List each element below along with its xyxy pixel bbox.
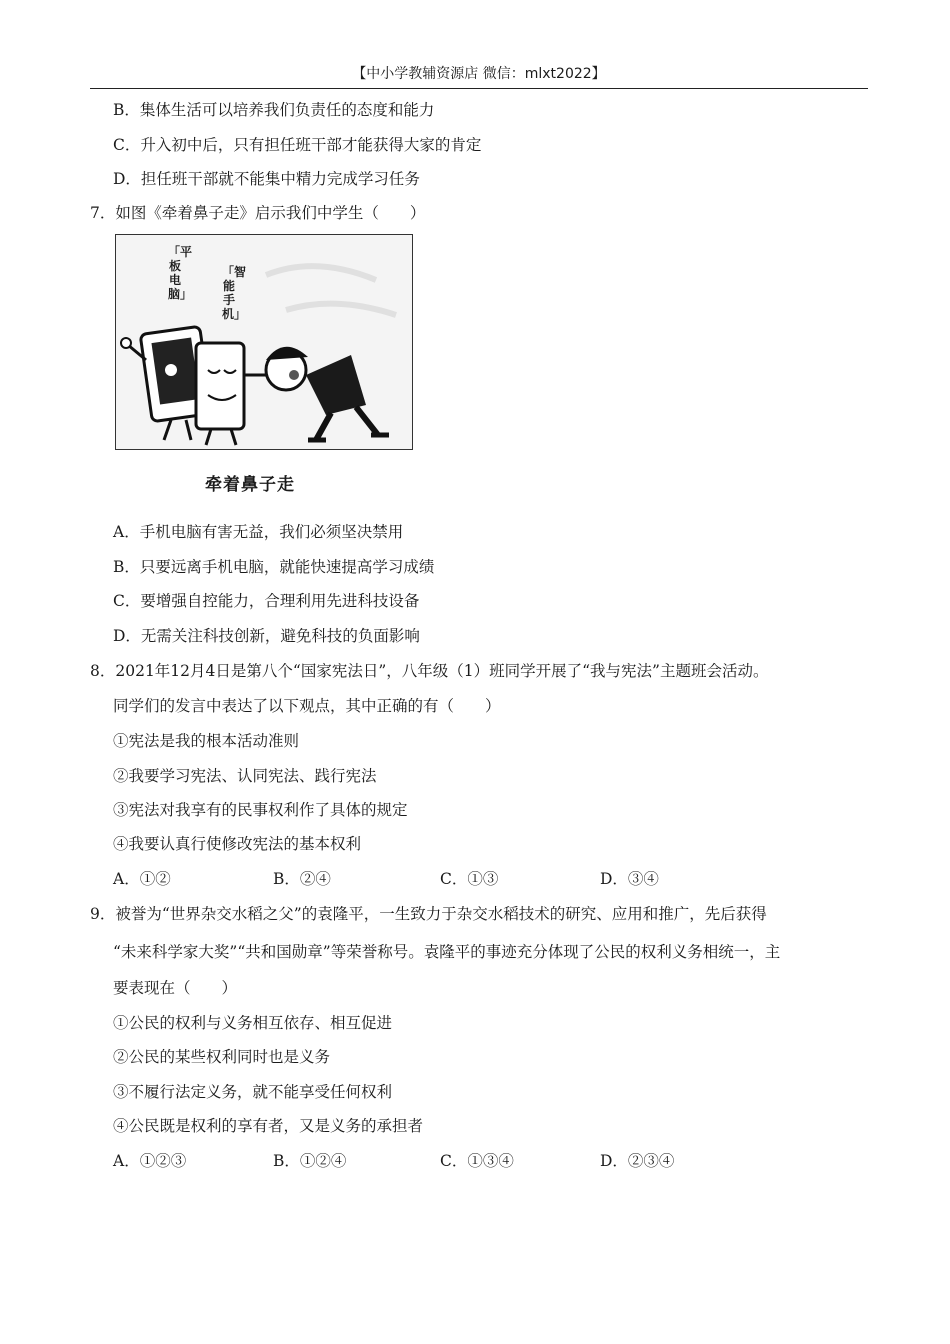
q9-stem-line3: 要表现在（ ） <box>113 979 238 997</box>
q8-stem-line2: 同学们的发言中表达了以下观点，其中正确的有（ ） <box>113 697 501 715</box>
q8-item-4: ④我要认真行使修改宪法的基本权利 <box>113 835 362 853</box>
q6-option-b: B．集体生活可以培养我们负责任的态度和能力 <box>113 101 435 119</box>
q6-option-c: C．升入初中后，只有担任班干部才能获得大家的肯定 <box>113 136 482 154</box>
q9-item-3: ③不履行法定义务，就不能享受任何权利 <box>113 1083 393 1101</box>
q8-item-1: ①宪法是我的根本活动准则 <box>113 732 300 750</box>
q8-choice-b: B．②④ <box>273 870 331 888</box>
q7-option-a: A．手机电脑有害无益，我们必须坚决禁用 <box>113 523 404 541</box>
q9-choice-a: A．①②③ <box>113 1152 187 1170</box>
q9-stem-line2: “未来科学家大奖”“共和国勋章”等荣誉称号。袁隆平的事迹充分体现了公民的权利义务相统一，主 <box>113 943 781 961</box>
q7-stem: 7．如图《牵着鼻子走》启示我们中学生（ ） <box>90 204 426 222</box>
q8-item-2: ②我要学习宪法、认同宪法、践行宪法 <box>113 767 377 785</box>
tablet-label: 「平板电脑」 <box>168 245 193 301</box>
q7-option-d: D．无需关注科技创新，避免科技的负面影响 <box>113 627 420 645</box>
q7-option-b: B．只要远离手机电脑，就能快速提高学习成绩 <box>113 558 435 576</box>
q9-stem-line1: 9．被誉为“世界杂交水稻之父”的袁隆平，一生致力于杂交水稻技术的研究、应用和推广，先后获得 <box>90 905 767 923</box>
q6-option-d: D．担任班干部就不能集中精力完成学习任务 <box>113 170 420 188</box>
q8-item-3: ③宪法对我享有的民事权利作了具体的规定 <box>113 801 408 819</box>
q9-choice-d: D．②③④ <box>600 1152 675 1170</box>
q9-choice-c: C．①③④ <box>440 1152 514 1170</box>
q9-choice-b: B．①②④ <box>273 1152 347 1170</box>
q8-choice-c: C．①③ <box>440 870 499 888</box>
phone-label: 「智能手机」 <box>222 265 247 321</box>
q7-cartoon-figure <box>115 234 413 450</box>
q8-choice-d: D．③④ <box>600 870 659 888</box>
q8-choice-a: A．①② <box>113 870 171 888</box>
q7-option-c: C．要增强自控能力，合理利用先进科技设备 <box>113 592 420 610</box>
q9-item-2: ②公民的某些权利同时也是义务 <box>113 1048 331 1066</box>
q9-item-1: ①公民的权利与义务相互依存、相互促进 <box>113 1014 393 1032</box>
q9-item-4: ④公民既是权利的享有者，又是义务的承担者 <box>113 1117 424 1135</box>
q7-figure-caption: 牵着鼻子走 <box>205 475 295 495</box>
page-header: 【中小学教辅资源店 微信：mlxt2022】 <box>90 62 868 89</box>
cartoon-illustration <box>116 235 412 449</box>
q8-stem-line1: 8．2021年12月4日是第八个“国家宪法日”，八年级（1）班同学开展了“我与宪法”主题班会活动。 <box>90 662 769 680</box>
